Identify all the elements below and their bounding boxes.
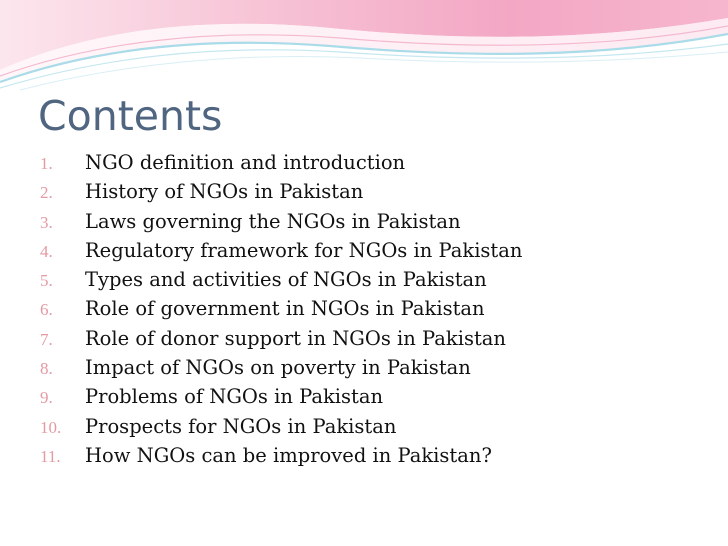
- item-number: 7.: [40, 329, 53, 349]
- list-item: [40, 210, 522, 239]
- item-text: Types and activities of NGOs in Pakistan: [85, 268, 487, 292]
- item-number: 9.: [40, 388, 53, 408]
- list-item: [40, 356, 522, 385]
- slide-title: Contents: [38, 92, 223, 140]
- item-text: NGO definition and introduction: [85, 151, 406, 174]
- decorative-wave-banner: [0, 0, 728, 95]
- item-text: Laws governing the NGOs in Pakistan: [85, 209, 461, 233]
- list-item: [40, 239, 522, 268]
- item-number: 3.: [40, 212, 53, 232]
- list-item: [40, 297, 522, 326]
- list-item: [40, 327, 522, 356]
- item-text: Role of government in NGOs in Pakistan: [85, 297, 485, 321]
- item-number: 2.: [40, 183, 53, 203]
- contents-list: [40, 151, 522, 473]
- item-text: Regulatory framework for NGOs in Pakistan: [85, 238, 523, 262]
- item-number: 4.: [40, 241, 53, 261]
- list-item: [40, 415, 522, 444]
- item-text: Prospects for NGOs in Pakistan: [85, 414, 397, 438]
- item-text: History of NGOs in Pakistan: [85, 180, 364, 204]
- item-number: 11.: [40, 446, 61, 466]
- item-number: 8.: [40, 359, 53, 379]
- list-item: [40, 151, 522, 180]
- list-item: [40, 444, 522, 473]
- item-number: 6.: [40, 300, 53, 320]
- item-text: Problems of NGOs in Pakistan: [85, 385, 384, 409]
- item-text: How NGOs can be improved in Pakistan?: [85, 443, 492, 467]
- item-number: 10.: [40, 417, 62, 437]
- item-number: 5.: [40, 271, 53, 291]
- list-item: [40, 268, 522, 297]
- item-text: Impact of NGOs on poverty in Pakistan: [85, 356, 471, 380]
- list-item: [40, 385, 522, 414]
- item-number: 1.: [40, 154, 53, 173]
- list-item: [40, 180, 522, 209]
- wave-blue-line-3: [20, 52, 728, 90]
- item-text: Role of donor support in NGOs in Pakistan: [85, 326, 506, 350]
